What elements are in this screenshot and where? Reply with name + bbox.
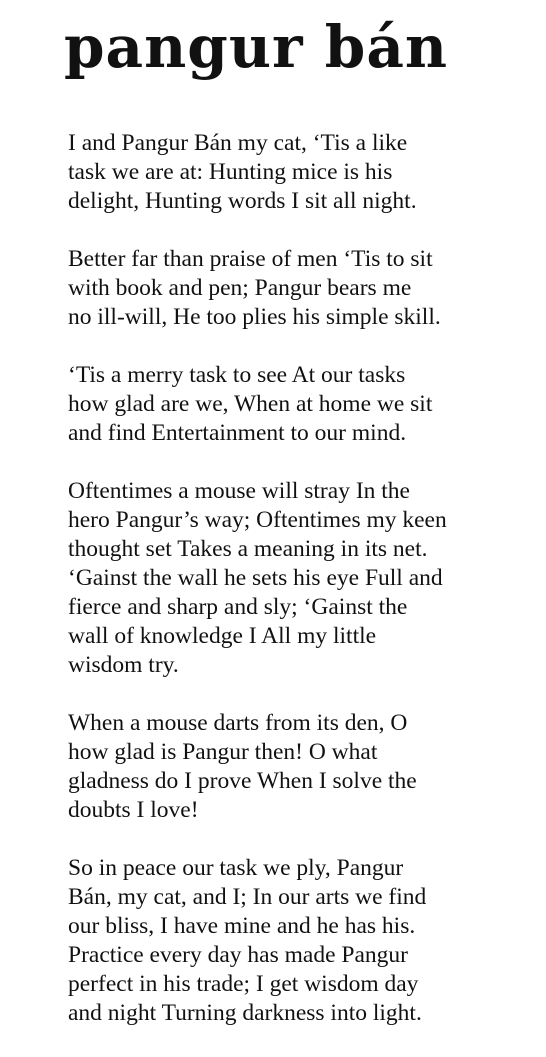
poem-line: ‘Gainst the wall he sets his eye Full and	[68, 565, 443, 591]
poem-title: pangur bán	[64, 13, 449, 81]
poem-line: So in peace our task we ply, Pangur	[68, 855, 404, 881]
poem-line: gladness do I prove When I solve the	[68, 768, 417, 794]
poem-line: wisdom try.	[68, 652, 179, 678]
poem-line: and find Entertainment to our mind.	[68, 420, 407, 446]
poem-line: how glad is Pangur then! O what	[68, 739, 378, 765]
poem-line: and night Turning darkness into light.	[68, 1000, 422, 1026]
poem-line: task we are at: Hunting mice is his	[68, 159, 393, 185]
poem-line: how glad are we, When at home we sit	[68, 391, 433, 417]
poem-line: perfect in his trade; I get wisdom day	[68, 971, 419, 997]
poem-line: ‘Tis a merry task to see At our tasks	[68, 362, 406, 388]
poem-line: fierce and sharp and sly; ‘Gainst the	[68, 594, 408, 620]
poem-line: When a mouse darts from its den, O	[68, 710, 408, 736]
stanza	[68, 709, 468, 825]
stanza	[68, 245, 468, 332]
stanza	[68, 854, 468, 1028]
poem-line: I and Pangur Bán my cat, ‘Tis a like	[68, 130, 408, 156]
poem-line: thought set Takes a meaning in its net.	[68, 536, 428, 562]
poem-line: Oftentimes a mouse will stray In the	[68, 478, 410, 504]
poem-line: wall of knowledge I All my little	[68, 623, 377, 649]
stanza	[68, 477, 468, 680]
poem-line: with book and pen; Pangur bears me	[68, 275, 412, 301]
poem-body	[68, 129, 468, 1057]
poem-line: hero Pangur’s way; Oftentimes my keen	[68, 507, 447, 533]
poem-line: Practice every day has made Pangur	[68, 942, 408, 968]
poem-line: Bán, my cat, and I; In our arts we find	[68, 884, 427, 910]
poem-line: no ill-will, He too plies his simple skill.	[68, 304, 441, 330]
poem-line: Better far than praise of men ‘Tis to sit	[68, 246, 433, 272]
poem-line: delight, Hunting words I sit all night.	[68, 188, 417, 214]
poem-line: doubts I love!	[68, 797, 199, 823]
stanza	[68, 129, 468, 216]
poem-line: our bliss, I have mine and he has his.	[68, 913, 416, 939]
stanza	[68, 361, 468, 448]
